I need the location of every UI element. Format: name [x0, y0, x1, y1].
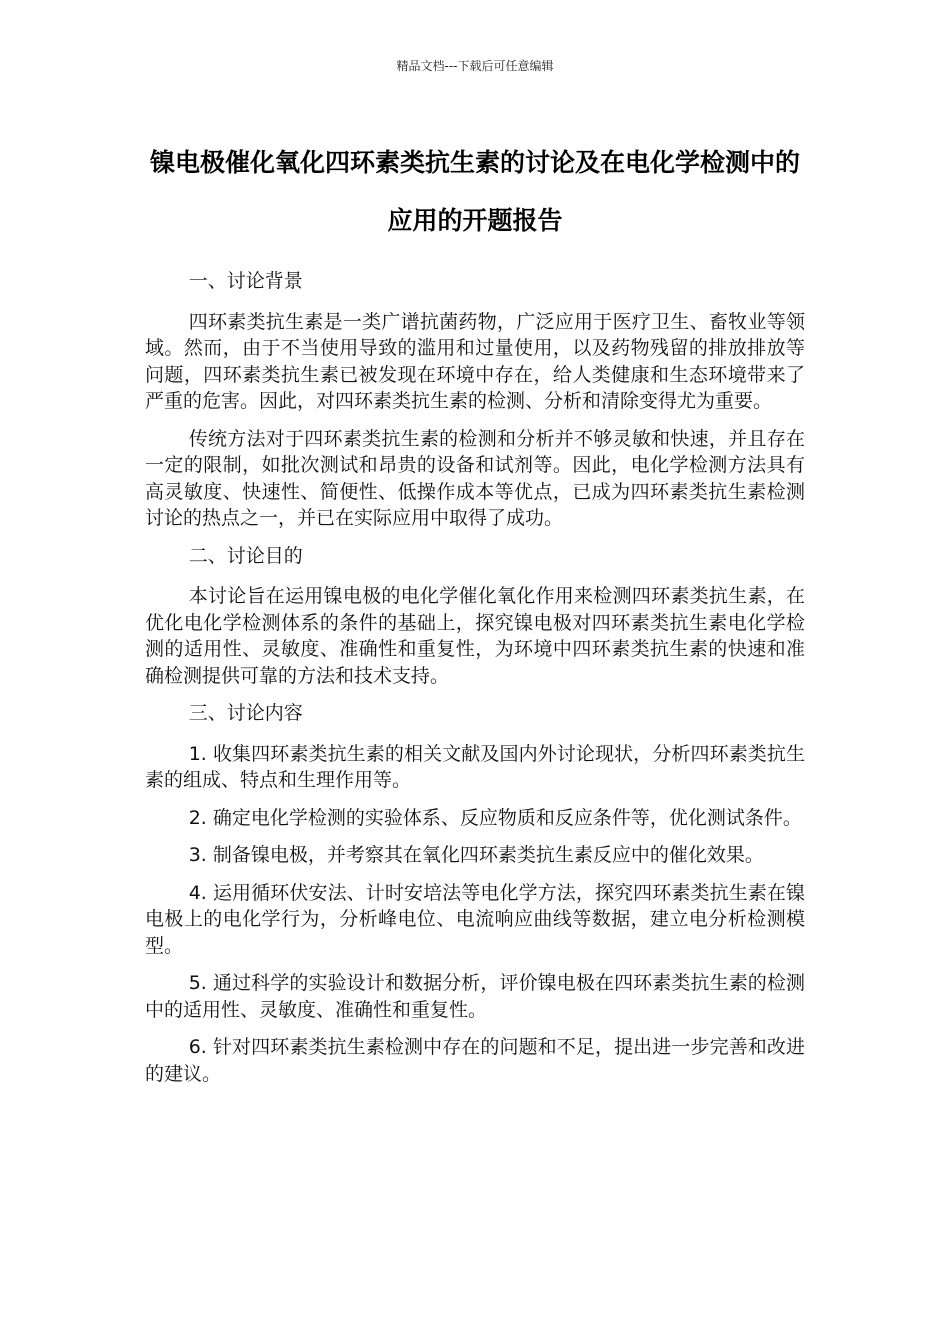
list-item: 2. 确定电化学检测的实验体系、反应物质和反应条件等，优化测试条件。	[188, 806, 802, 829]
list-item: 6. 针对四环素类抗生素检测中存在的问题和不足，提出进一步完善和改进的建议。	[145, 1036, 805, 1085]
paragraph: 四环素类抗生素是一类广谱抗菌药物，广泛应用于医疗卫生、畜牧业等领域。然而，由于不当使用导致的滥用和过量使用，以及药物残留的排放排放等问题，四环素类抗生素已被发现在环境中存在，给人类健康和生态环境带来了严重的危害。因此，对四环素类抗生素的检测、分析和清除变得尤为重要。	[145, 310, 805, 412]
header-note: 精品文档---下载后可任意编辑	[396, 59, 554, 73]
list-item: 4. 运用循环伏安法、计时安培法等电化学方法，探究四环素类抗生素在镍电极上的电化学行为，分析峰电位、电流响应曲线等数据，建立电分析检测模型。	[145, 881, 805, 957]
list-item: 3. 制备镍电极，并考察其在氧化四环素类抗生素反应中的催化效果。	[188, 844, 764, 866]
document-body	[145, 268, 805, 1098]
section-heading-content: 三、讨论内容	[188, 702, 303, 724]
list-item: 5. 通过科学的实验设计和数据分析，评价镍电极在四环素类抗生素的检测中的适用性、灵敏度、准确性和重复性。	[145, 972, 805, 1021]
section-heading-background: 一、讨论背景	[188, 270, 303, 292]
document-title: 镍电极催化氧化四环素类抗生素的讨论及在电化学检测中的应用的开题报告	[149, 148, 800, 235]
section-heading-purpose: 二、讨论目的	[188, 544, 303, 567]
paragraph: 本讨论旨在运用镍电极的电化学催化氧化作用来检测四环素类抗生素，在优化电化学检测体系的条件的基础上，探究镍电极对四环素类抗生素电化学检测的适用性、灵敏度、准确性和重复性，为环境中四环素类抗生素的快速和准确检测提供可靠的方法和技术支持。	[145, 585, 805, 687]
list-item: 1. 收集四环素类抗生素的相关文献及国内外讨论现状，分析四环素类抗生素的组成、特点和生理作用等。	[145, 742, 805, 791]
paragraph: 传统方法对于四环素类抗生素的检测和分析并不够灵敏和快速，并且存在一定的限制，如批次测试和昂贵的设备和试剂等。因此，电化学检测方法具有高灵敏度、快速性、简便性、低操作成本等优点，已成为四环素类抗生素检测讨论的热点之一，并已在实际应用中取得了成功。	[145, 427, 805, 529]
